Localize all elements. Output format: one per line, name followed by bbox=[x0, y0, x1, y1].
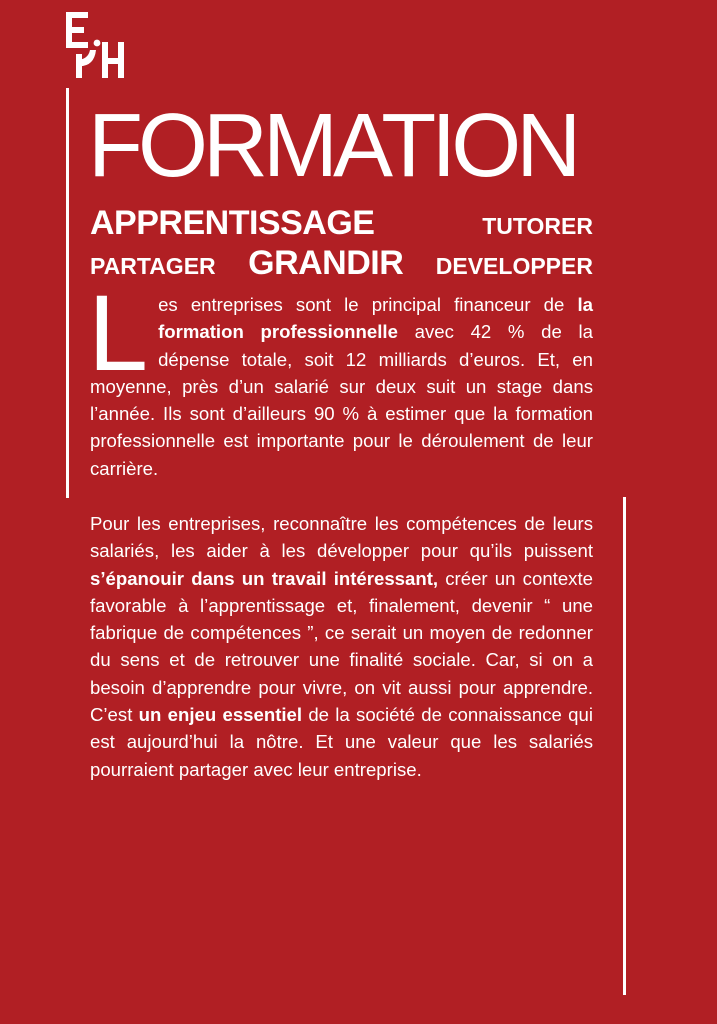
left-vertical-rule bbox=[66, 88, 69, 498]
eh-logo-mark bbox=[66, 12, 124, 78]
body-paragraph bbox=[90, 510, 593, 783]
paragraph-emphasis: s’épanouir dans un travail intéressant, bbox=[90, 567, 439, 589]
drop-cap: L bbox=[88, 272, 149, 393]
tagline-word-grandir: GRANDIR bbox=[248, 244, 404, 282]
tagline-word-tutorer: TUTORER bbox=[482, 213, 593, 239]
intro-paragraph bbox=[88, 272, 593, 482]
paragraph-text: créer un contexte favorable à l’apprentissage et, finalement, devenir “ une fabrique de compétences ”, ce serait un moyen de redonner du sens et de retrouver une finalité sociale. Car, si on a besoin d’apprendre pour vivre, on vit aussi pour apprendre. C’est bbox=[90, 567, 593, 726]
tagline-word-apprentissage: APPRENTISSAGE bbox=[90, 204, 375, 242]
paragraph-emphasis: un enjeu essentiel bbox=[138, 704, 303, 726]
tagline-line-1 bbox=[90, 204, 593, 244]
paragraph-text: avec 42 % de la dépense totale, soit 12 milliards d’euros. Et, en moyenne, près d’un salarié sur deux suit un stage dans l’année. Ils sont d’ailleurs 90 % à estimer que la formation professionnelle est importante pour le déroulement de leur carrière. bbox=[90, 321, 593, 479]
right-vertical-rule bbox=[623, 497, 626, 995]
paragraph-text: es entreprises sont le principal financeur de bbox=[158, 294, 578, 315]
tagline-line-2 bbox=[90, 244, 593, 282]
eh-logo bbox=[66, 12, 124, 78]
page-title: FORMATION bbox=[88, 96, 577, 196]
paragraph-text: Pour les entreprises, reconnaître les compétences de leurs salariés, les aider à les développer pour qu’ils puissent bbox=[90, 513, 593, 562]
paragraph-text: de la société de connaissance qui est aujourd’hui la nôtre. Et une valeur que les salariés pourraient partager avec leur entreprise. bbox=[90, 704, 593, 780]
tagline-word-developper: DEVELOPPER bbox=[435, 253, 593, 279]
paragraph-emphasis: la formation professionnelle bbox=[158, 294, 593, 343]
tagline-word-partager: PARTAGER bbox=[90, 253, 216, 279]
